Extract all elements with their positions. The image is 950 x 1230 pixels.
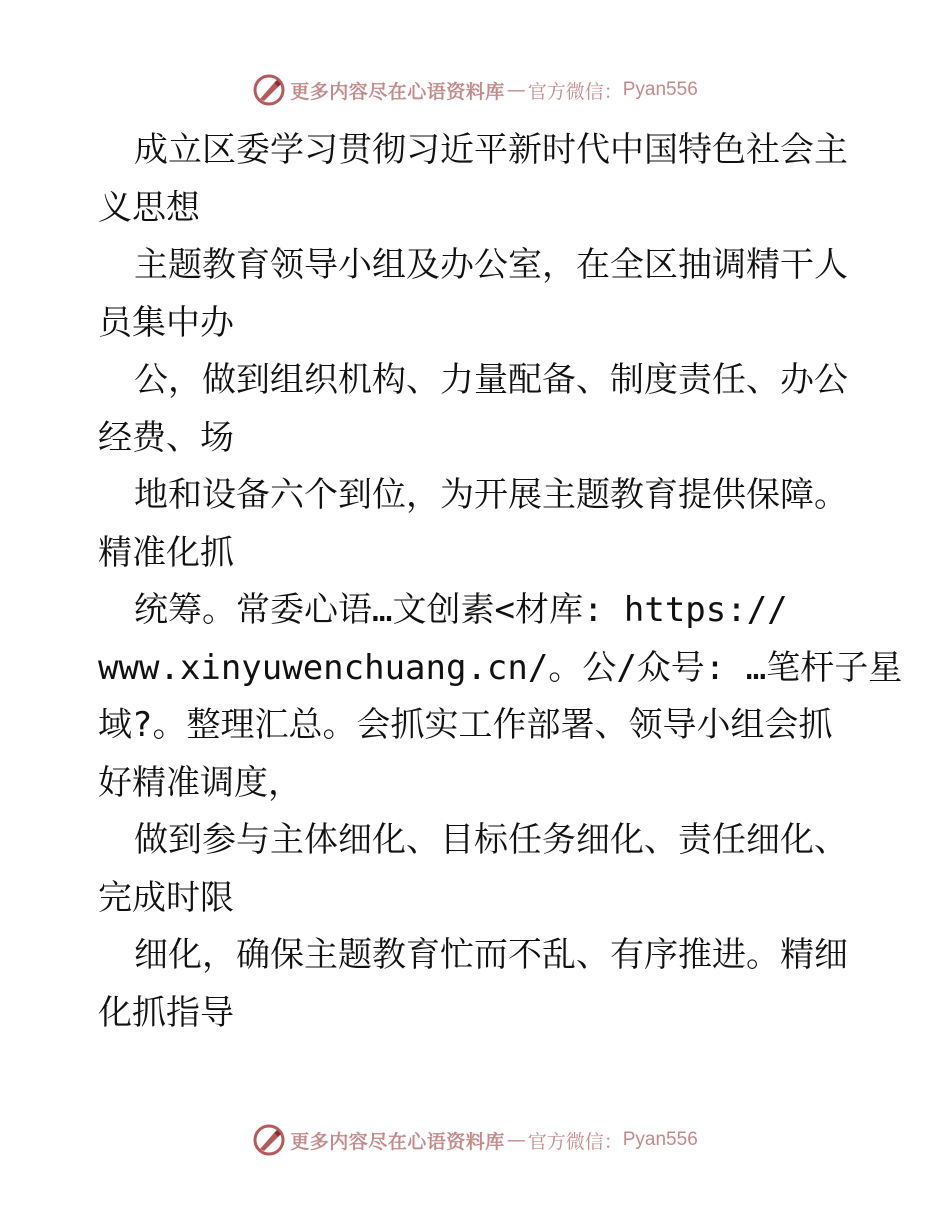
- banner-brand-text: 更多内容尽在心语资料库: [290, 80, 505, 103]
- body-line: www.xinyuwenchuang.cn/。公/众号: …笔杆子星: [98, 647, 903, 688]
- pen-in-circle-logo: [252, 1123, 286, 1157]
- body-line: 经费、场: [98, 417, 234, 458]
- banner-dash: —: [506, 79, 526, 101]
- banner-wechat-id: Pyan556: [622, 1129, 698, 1150]
- body-line: 精准化抓: [98, 532, 234, 573]
- banner-wechat-label: 官方微信：: [527, 80, 623, 103]
- banner-dash: —: [506, 1129, 526, 1151]
- body-line: 化抓指导: [98, 992, 234, 1033]
- body-line: 做到参与主体细化、目标任务细化、责任细化、: [134, 820, 848, 860]
- footer-banner: [0, 1120, 950, 1160]
- body-line: 主题教育领导小组及办公室，在全区抽调精干人: [134, 245, 848, 285]
- body-line: 好精准调度，: [98, 762, 302, 803]
- pen-in-circle-logo: [252, 73, 286, 107]
- body-line: 域?。整理汇总。会抓实工作部署、领导小组会抓: [98, 705, 833, 745]
- body-line: 公，做到组织机构、力量配备、制度责任、办公: [134, 360, 848, 400]
- header-banner: [0, 70, 950, 110]
- body-line: 义思想: [98, 187, 200, 228]
- banner-wechat-label: 官方微信：: [527, 1130, 623, 1153]
- body-line: 员集中办: [98, 302, 234, 343]
- body-line: 细化，确保主题教育忙而不乱、有序推进。精细: [134, 935, 848, 975]
- banner-wechat-id: Pyan556: [622, 79, 698, 100]
- body-line: 地和设备六个到位，为开展主题教育提供保障。: [134, 475, 848, 515]
- banner-brand-text: 更多内容尽在心语资料库: [290, 1130, 505, 1153]
- document-body: [98, 122, 903, 1042]
- body-line: 成立区委学习贯彻习近平新时代中国特色社会主: [134, 130, 848, 170]
- body-line: 完成时限: [98, 877, 234, 918]
- body-line: 统筹。常委心语…文创素<材库: https://: [134, 590, 788, 630]
